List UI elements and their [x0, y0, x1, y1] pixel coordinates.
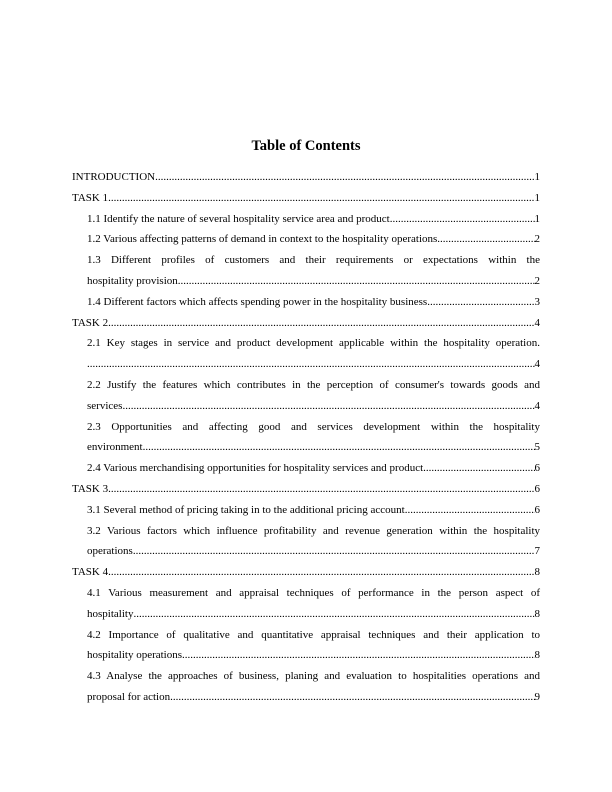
toc-entry-text: 1.2 Various affecting patterns of demand in context to the hospitality operations: [87, 233, 438, 246]
toc-entry-3-1[interactable]: [72, 500, 540, 521]
toc-entry-text: hospitality: [87, 607, 134, 620]
toc-entry-4-3[interactable]: [72, 666, 540, 708]
toc-entry-text-line1: 2.1 Key stages in service and product development applicable within the hospitality operation.: [87, 337, 540, 350]
toc-entry-page: 4: [534, 358, 540, 371]
toc-entry-1-1[interactable]: [72, 209, 540, 230]
toc-entry-text: 1.4 Different factors which affects spending power in the hospitality business: [87, 295, 428, 308]
toc-entry-2-2[interactable]: [72, 375, 540, 417]
toc-entry-2-3[interactable]: [72, 417, 540, 459]
toc-entry-task-4[interactable]: [72, 562, 540, 583]
toc-entry-page: 6: [534, 482, 540, 495]
toc-entry-task-1[interactable]: [72, 188, 540, 209]
toc-entry-task-2[interactable]: [72, 313, 540, 334]
toc-leader-dots: [122, 396, 534, 417]
toc-entry-text: TASK 4: [72, 566, 109, 579]
toc-entry-page: 1: [534, 171, 540, 183]
toc-entry-page: 5: [534, 441, 540, 454]
toc-entry-1-3[interactable]: [72, 250, 540, 292]
toc-leader-dots: [108, 313, 534, 334]
toc-entry-2-4[interactable]: [72, 458, 540, 479]
toc-entry-text: hospitality provision: [87, 274, 178, 287]
toc-entry-page: 8: [534, 649, 540, 662]
toc-entry-1-2[interactable]: [72, 229, 540, 250]
toc-entry-page: 4: [534, 399, 540, 412]
toc-entry-page: 1: [534, 212, 540, 225]
toc-leader-dots: [87, 354, 535, 375]
toc-entry-page: 8: [534, 566, 540, 579]
table-of-contents: [72, 167, 540, 708]
toc-leader-dots: [437, 229, 534, 250]
toc-entry-page: 7: [534, 545, 540, 558]
toc-entry-page: 1: [534, 191, 540, 204]
toc-entry-page: 4: [534, 316, 540, 329]
toc-entry-text-line1: 1.3 Different profiles of customers and their requirements or expectations within the: [87, 254, 540, 267]
toc-entry-text: operations: [87, 545, 133, 558]
toc-entry-text: TASK 3: [72, 482, 109, 495]
toc-leader-dots: [405, 500, 535, 521]
toc-entry-text-line1: 4.3 Analyse the approaches of business, planing and evaluation to hospitalities operations and: [87, 670, 540, 683]
toc-entry-text: 2.4 Various merchandising opportunities for hospitality services and product: [87, 462, 424, 475]
toc-leader-dots: [170, 687, 534, 708]
toc-leader-dots: [178, 271, 535, 292]
toc-entry-text: 3.1 Several method of pricing taking in to the additional pricing account: [87, 503, 405, 516]
toc-entry-text: proposal for action: [87, 690, 171, 703]
toc-entry-text-line1: 4.2 Importance of qualitative and quantitative appraisal techniques and their application to: [87, 628, 540, 641]
toc-leader-dots: [133, 604, 534, 625]
toc-leader-dots: [108, 188, 534, 209]
toc-entry-text: TASK 2: [72, 316, 109, 329]
toc-leader-dots: [427, 292, 534, 313]
toc-entry-task-3[interactable]: [72, 479, 540, 500]
toc-entry-text-line1: 2.2 Justify the features which contributes in the perception of consumer's towards goods and: [87, 378, 540, 391]
toc-entry-text: services: [87, 399, 123, 412]
toc-entry-text: environment: [87, 441, 143, 454]
toc-leader-dots: [133, 541, 535, 562]
toc-entry-text: INTRODUCTION: [72, 171, 156, 183]
toc-entry-text: 1.1 Identify the nature of several hospitality service area and product.: [87, 212, 393, 225]
toc-entry-page: 9: [534, 690, 540, 703]
toc-entry-page: 2: [534, 274, 540, 287]
toc-leader-dots: [108, 479, 534, 500]
toc-entry-page: 3: [534, 295, 540, 308]
toc-entry-text-line1: 4.1 Various measurement and appraisal techniques of performance in the person aspect of: [87, 586, 540, 599]
toc-leader-dots: [392, 209, 534, 230]
toc-entry-page: 6: [534, 503, 540, 516]
toc-entry-page: 6: [534, 462, 540, 475]
toc-entry-4-2[interactable]: [72, 625, 540, 667]
toc-leader-dots: [182, 645, 534, 666]
toc-leader-dots: [155, 167, 534, 188]
toc-entry-page: 8: [534, 607, 540, 620]
toc-entry-page: 2: [534, 233, 540, 246]
toc-leader-dots: [143, 437, 535, 458]
toc-entry-text: hospitality operations: [87, 649, 183, 662]
toc-entry-4-1[interactable]: [72, 583, 540, 625]
toc-entry-2-1[interactable]: [72, 333, 540, 375]
toc-entry-3-2[interactable]: [72, 521, 540, 563]
toc-leader-dots: [108, 562, 534, 583]
toc-title: Table of Contents: [251, 138, 361, 154]
toc-entry-1-4[interactable]: [72, 292, 540, 313]
toc-entry-text: TASK 1: [72, 191, 109, 204]
toc-entry-text-line1: 3.2 Various factors which influence profitability and revenue generation within the hospitality: [87, 524, 540, 537]
toc-entry-introduction[interactable]: [72, 167, 540, 188]
toc-entry-text-line1: 2.3 Opportunities and affecting good and services development within the hospitality: [87, 420, 540, 433]
toc-leader-dots: [423, 458, 534, 479]
